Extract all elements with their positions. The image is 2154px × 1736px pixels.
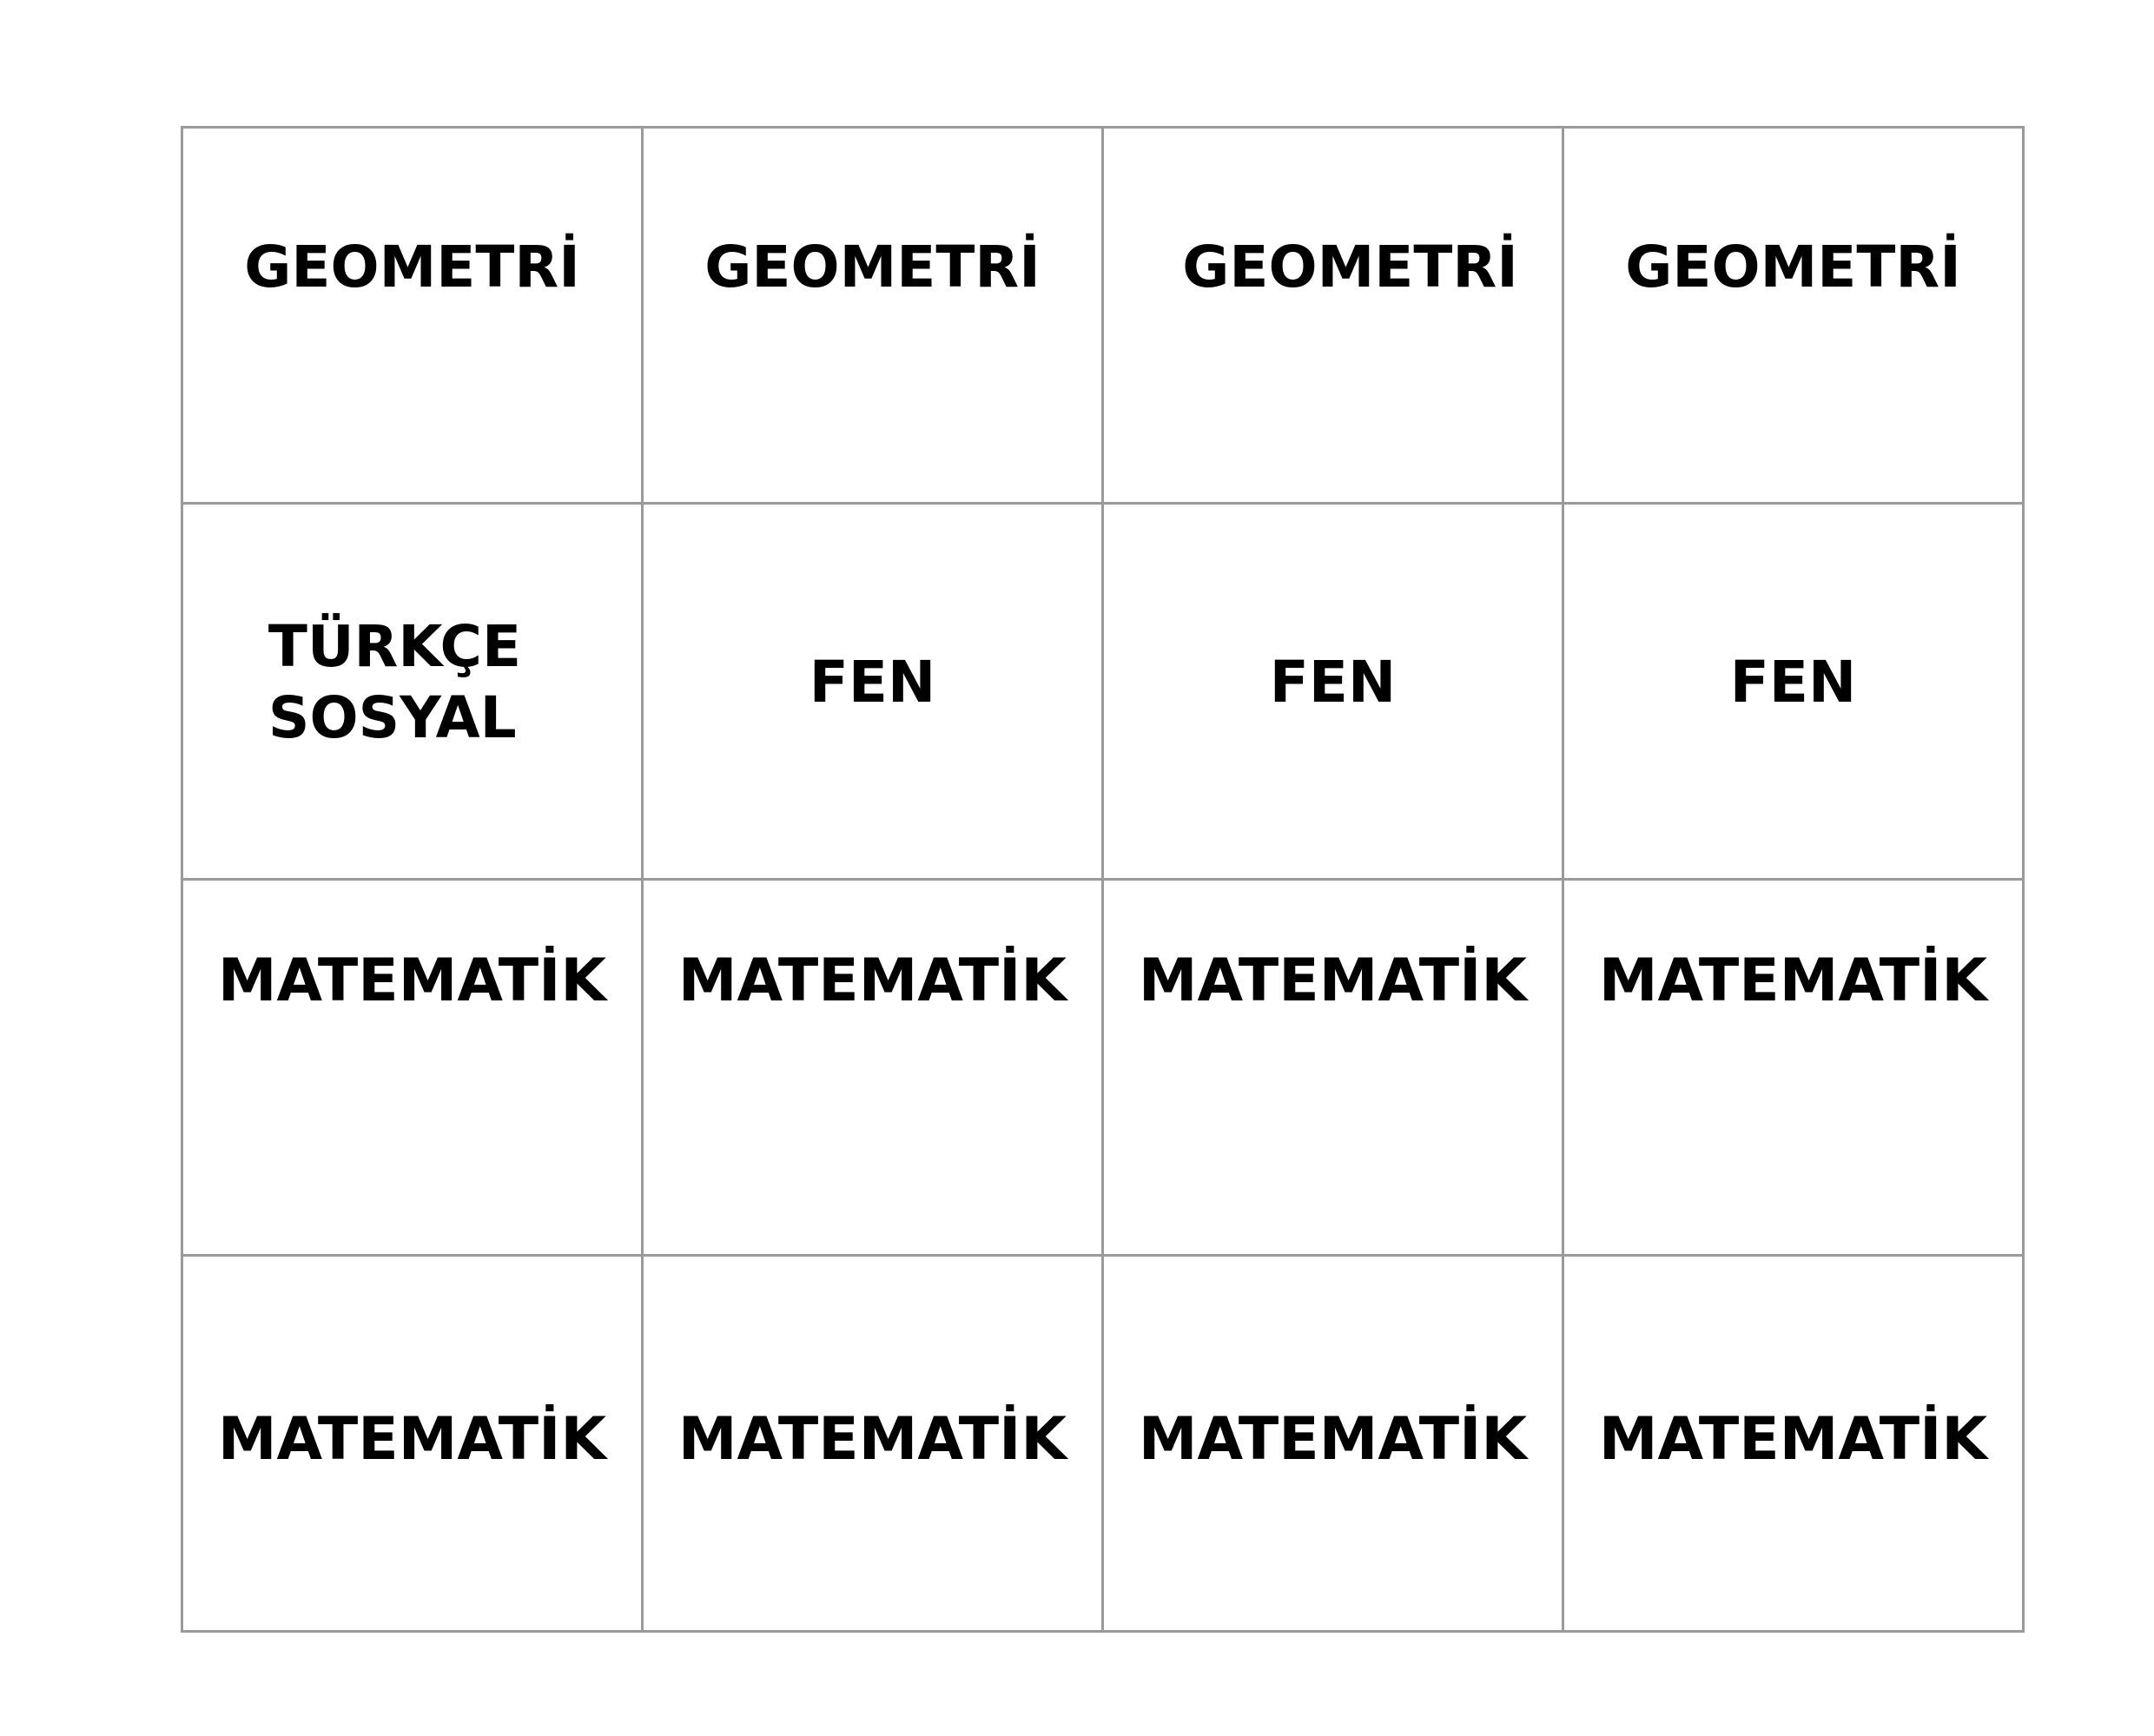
grid-cell: [1103, 504, 1563, 880]
subject-label: MATEMATİK: [1138, 1404, 1528, 1474]
subject-label: GEOMETRİ: [704, 233, 1041, 300]
grid-row: [182, 504, 2024, 880]
subject-label: MATEMATİK: [1598, 946, 1988, 1015]
grid-cell: [1563, 1256, 2024, 1632]
subject-label: GEOMETRİ: [1182, 233, 1518, 300]
subject-label: MATEMATİK: [1138, 946, 1528, 1015]
grid-row: [182, 880, 2024, 1256]
subject-label-stack: [268, 611, 521, 755]
grid-cell: [1563, 504, 2024, 880]
subject-label-line: SOSYAL: [268, 684, 517, 751]
grid-cell: [182, 880, 643, 1256]
grid-cell: [1103, 880, 1563, 1256]
grid-cell: [1103, 1256, 1563, 1632]
subject-label: MATEMATİK: [217, 1404, 607, 1474]
grid-cell: [643, 504, 1103, 880]
grid-cell: [182, 1256, 643, 1632]
grid-cell: [1103, 128, 1563, 504]
grid-row: [182, 1256, 2024, 1632]
subject-label: GEOMETRİ: [244, 233, 580, 300]
subject-label: MATEMATİK: [677, 1404, 1067, 1474]
grid-cell: [643, 128, 1103, 504]
grid-cell: [1563, 128, 2024, 504]
subject-grid: [181, 126, 2025, 1633]
grid-cell: [182, 128, 643, 504]
grid-cell: [182, 504, 643, 880]
subject-label: FEN: [1729, 648, 1857, 716]
grid-cell: [643, 880, 1103, 1256]
subject-label-line: TÜRKÇE: [268, 612, 522, 680]
grid-cell: [1563, 880, 2024, 1256]
subject-label: MATEMATİK: [677, 946, 1067, 1015]
subject-label: MATEMATİK: [217, 946, 607, 1015]
subject-label: FEN: [809, 648, 936, 716]
subject-label: FEN: [1269, 648, 1397, 716]
grid-row: [182, 128, 2024, 504]
grid-cell: [643, 1256, 1103, 1632]
subject-label: MATEMATİK: [1598, 1404, 1988, 1474]
subject-label: GEOMETRİ: [1625, 233, 1961, 300]
